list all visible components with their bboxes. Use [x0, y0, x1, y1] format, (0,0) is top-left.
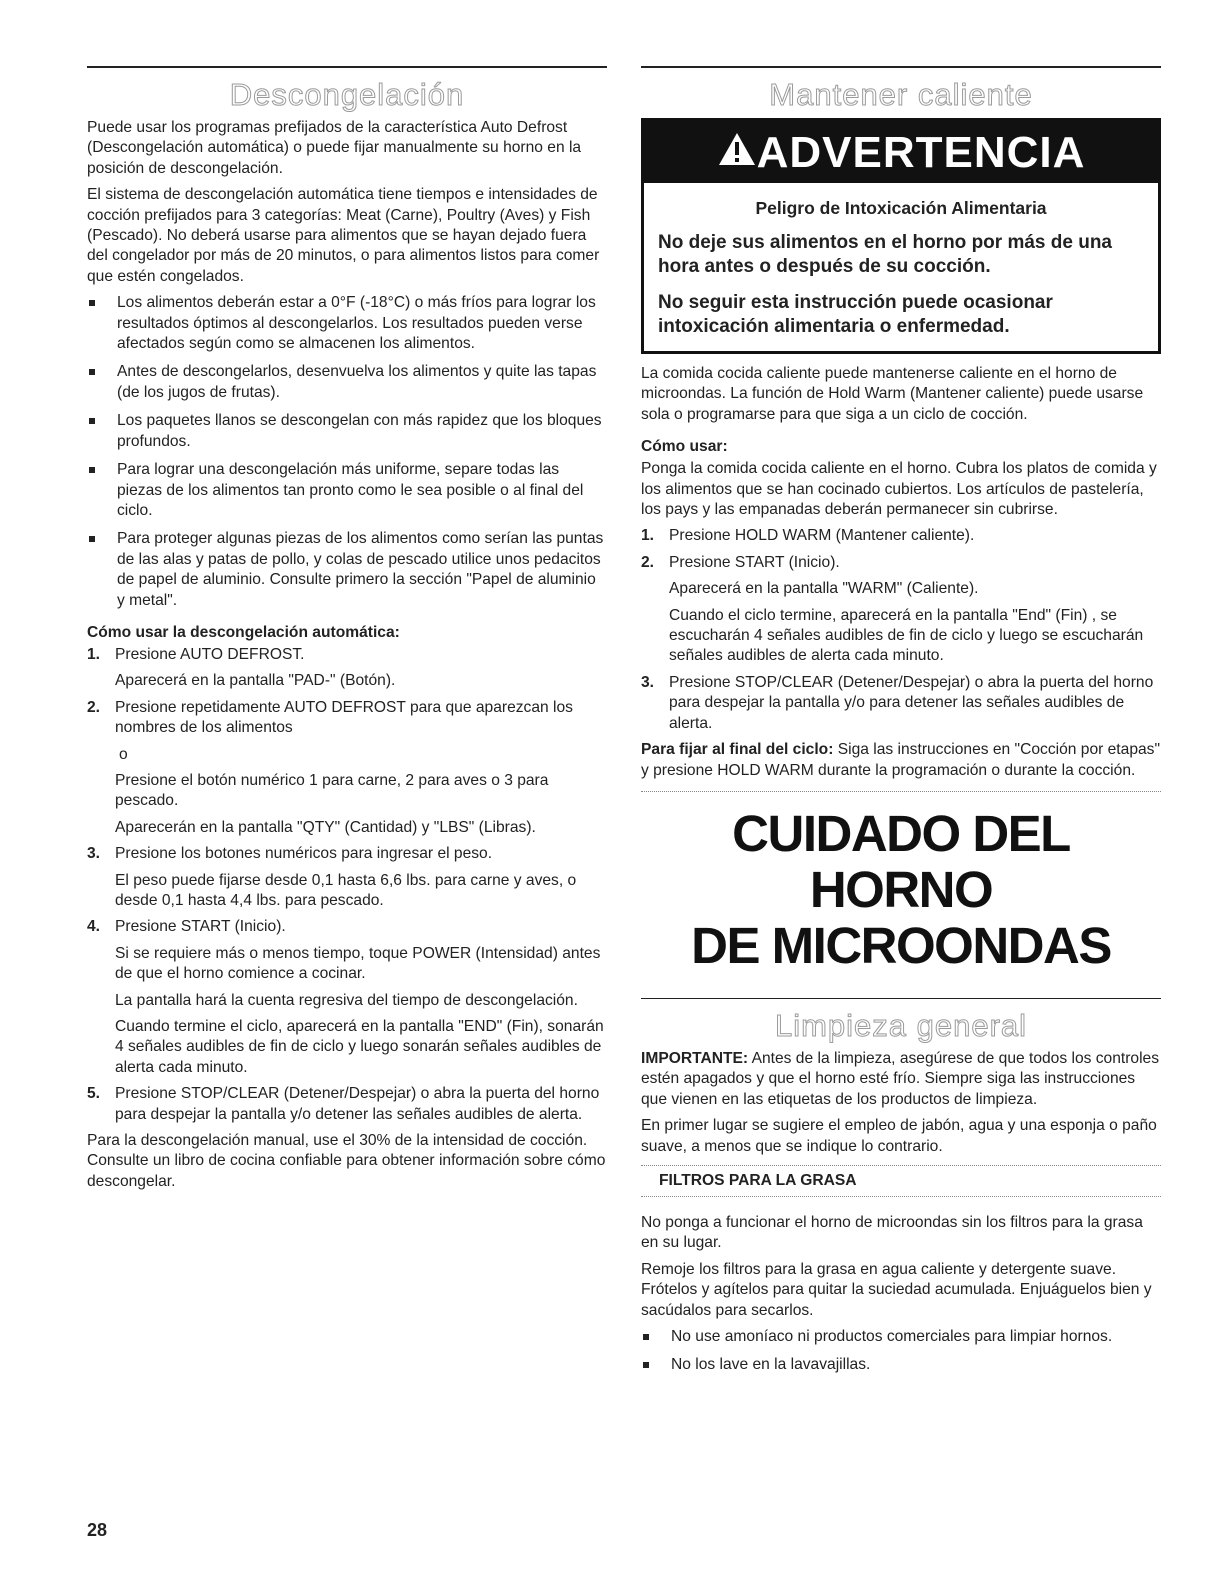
step-line: Aparecerá en la pantalla "WARM" (Caliente).	[669, 580, 979, 598]
step-number: 5.	[87, 1085, 101, 1103]
important-label: IMPORTANTE:	[641, 1049, 749, 1067]
step-number: 4.	[87, 918, 101, 936]
defrost-step-4	[87, 917, 607, 1078]
step-number: 2.	[87, 698, 101, 716]
filters-paragraph-1: No ponga a funcionar el horno de microondas sin los filtros para la grasa en su lugar.	[641, 1213, 1143, 1252]
important-paragraph	[641, 1049, 1161, 1110]
chapter-title-line-1: CUIDADO DEL HORNO	[732, 804, 1070, 918]
defrost-step-3	[87, 844, 607, 911]
step-line: Presione STOP/CLEAR (Detener/Despejar) o abra la puerta del horno para despejar la pantalla y/o detener las señales audibles de alerta.	[115, 1085, 600, 1123]
right-column	[641, 66, 1161, 1384]
step-number: 1.	[87, 645, 101, 663]
step-line: Presione AUTO DEFROST.	[115, 645, 305, 663]
step-line: Aparecerá en la pantalla "PAD-" (Botón).	[115, 672, 396, 690]
section-title-limpieza: Limpieza general	[774, 1007, 1028, 1043]
filters-paragraph-2: Remoje los filtros para la grasa en agua caliente y detergente suave. Frótelos y agítelos para quitar la suciedad acumulada. Enjuáguelos bien y sacúdalos para secarlos.	[641, 1260, 1152, 1319]
section-title-mantener-caliente: Mantener caliente	[769, 77, 1033, 112]
divider	[641, 791, 1161, 792]
step-line: Presione HOLD WARM (Mantener caliente).	[669, 527, 975, 545]
step-line: Presione repetidamente AUTO DEFROST para que aparezcan los nombres de los alimentos	[115, 698, 573, 737]
hold-warm-intro: La comida cocida caliente puede mantenerse caliente en el horno de microondas. La función de Hold Warm (Mantener caliente) puede usarse sola o programarse para que siga a un ciclo de cocción.	[641, 365, 1144, 423]
how-to-use-text: Ponga la comida cocida caliente en el horno. Cubra los platos de comida y los alimentos que se han cocinado cubiertos. Los artículos de pastelería, los pays y las empanadas deberán permanecer sin cubrirse.	[641, 460, 1157, 519]
step-line: Cuando termine el ciclo, aparecerá en la pantalla "END" (Fin), sonarán 4 señales audibles de fin de ciclo y luego sonarán señales audibles de alerta cada minuto.	[115, 1018, 604, 1076]
list-item: No los lave en la lavavajillas.	[641, 1355, 1161, 1375]
step-number: 3.	[87, 845, 101, 863]
list-item: Los paquetes llanos se descongelan con más rapidez que los bloques profundos.	[87, 411, 607, 452]
hold-step-2	[641, 553, 1161, 667]
intro-paragraph-2: El sistema de descongelación automática tiene tiempos e intensidades de cocción prefijados para 3 categorías: Meat (Carne), Poultry (Aves) y Fish (Pescado). No deberá usarse para alimentos que se hayan dejado fuera del congelador por más de 20 minutos, o para alimentos listos para comer que estén congelados.	[87, 186, 600, 285]
step-line: Presione los botones numéricos para ingresar el peso.	[115, 845, 493, 863]
page-number: 28	[87, 1520, 108, 1540]
list-item: Para proteger algunas piezas de los alimentos como serían las puntas de las alas y patas de pollo, y colas de pescado utilice unos pedacitos de papel de aluminio. Consulte primero la sección "Papel de aluminio y metal".	[87, 529, 607, 611]
chapter-rule	[641, 998, 1161, 999]
end-of-cycle-text: Siga las instrucciones en "Cocción por etapas" y presione HOLD WARM durante la programación o durante la cocción.	[641, 741, 1160, 779]
filters-list	[641, 1327, 1161, 1376]
step-line: Cuando el ciclo termine, aparecerá en la pantalla "End" (Fin) , se escucharán 4 señales audibles de fin de ciclo y luego se escucharán señales audibles de alerta cada minuto.	[669, 606, 1144, 665]
right-top-rule	[641, 66, 1161, 68]
step-line: Presione STOP/CLEAR (Detener/Despejar) o abra la puerta del horno para despejar la pantalla y/o para detener las señales audibles de alerta.	[669, 673, 1154, 732]
step-number: 3.	[641, 673, 655, 691]
list-item: Para lograr una descongelación más uniforme, separe todas las piezas de los alimentos tan pronto como le sea posible o al final del ciclo.	[87, 460, 607, 521]
left-column	[87, 66, 607, 1198]
step-line: El peso puede fijarse desde 0,1 hasta 6,6 lbs. para carne y aves, o desde 0,1 hasta 4,4 lbs. para pescado.	[115, 871, 577, 909]
end-of-cycle-label: Para fijar al final del ciclo:	[641, 741, 834, 759]
end-of-cycle-paragraph	[641, 740, 1161, 781]
defrost-step-1	[87, 645, 607, 692]
step-number: 2.	[641, 553, 655, 571]
defrost-tips-list	[87, 293, 607, 611]
how-to-use-heading: Cómo usar:	[641, 438, 728, 456]
defrost-step-5	[87, 1084, 607, 1125]
list-item: Antes de descongelarlos, desenvuelva los alimentos y quite las tapas (de los jugos de frutas).	[87, 362, 607, 403]
filters-heading: FILTROS PARA LA GRASA	[641, 1165, 1161, 1197]
defrost-step-2	[87, 698, 607, 838]
step-line-or: o	[119, 745, 128, 763]
chapter-title-line-2: DE MICROONDAS	[691, 916, 1111, 974]
cleaning-paragraph: En primer lugar se sugiere el empleo de jabón, agua y una esponja o paño suave, a menos que se indique lo contrario.	[641, 1117, 1157, 1155]
hold-step-1	[641, 526, 1161, 546]
manual-defrost-paragraph: Para la descongelación manual, use el 30% de la intensidad de cocción. Consulte un libro de cocina confiable para obtener información sobre cómo descongelar.	[87, 1132, 606, 1190]
warning-header	[644, 121, 1158, 183]
section-title-descongelacion: Descongelación	[229, 77, 465, 112]
warning-triangle-icon	[717, 131, 757, 167]
auto-defrost-subheading: Cómo usar la descongelación automática:	[87, 623, 400, 641]
warning-box	[641, 118, 1161, 354]
warning-line-1: No deje sus alimentos en el horno por más de una hora antes o después de su cocción.	[658, 232, 1112, 277]
warning-line-2: No seguir esta instrucción puede ocasionar intoxicación alimentaria o enfermedad.	[658, 292, 1053, 337]
intro-paragraph-1: Puede usar los programas prefijados de la característica Auto Defrost (Descongelación automática) o puede fijar manualmente su horno en la posición de descongelación.	[87, 119, 582, 177]
important-text: Antes de la limpieza, asegúrese de que todos los controles estén apagados y que el horno esté frío. Siempre siga las instrucciones que vienen en las etiquetas de los productos de limpieza.	[641, 1049, 1160, 1108]
step-line: Presione START (Inicio).	[669, 553, 840, 571]
hold-step-3	[641, 673, 1161, 734]
step-number: 1.	[641, 527, 655, 545]
left-top-rule	[87, 66, 607, 68]
list-item: Los alimentos deberán estar a 0°F (-18°C) o más fríos para lograr los resultados óptimos al descongelarlos. Los resultados pueden verse afectados según como se almacenen los alimentos.	[87, 293, 607, 354]
list-item: No use amoníaco ni productos comerciales para limpiar hornos.	[641, 1327, 1161, 1347]
step-line: Presione el botón numérico 1 para carne, 2 para aves o 3 para pescado.	[115, 771, 549, 810]
step-line: Aparecerán en la pantalla "QTY" (Cantidad) y "LBS" (Libras).	[115, 818, 536, 836]
warning-heading: ADVERTENCIA	[756, 128, 1086, 177]
step-line: Si se requiere más o menos tiempo, toque POWER (Intensidad) antes de que el horno comience a cocinar.	[115, 944, 601, 983]
chapter-title	[641, 806, 1161, 974]
step-line: La pantalla hará la cuenta regresiva del tiempo de descongelación.	[115, 991, 578, 1009]
warning-subtitle: Peligro de Intoxicación Alimentaria	[755, 198, 1047, 218]
step-line: Presione START (Inicio).	[115, 918, 286, 936]
